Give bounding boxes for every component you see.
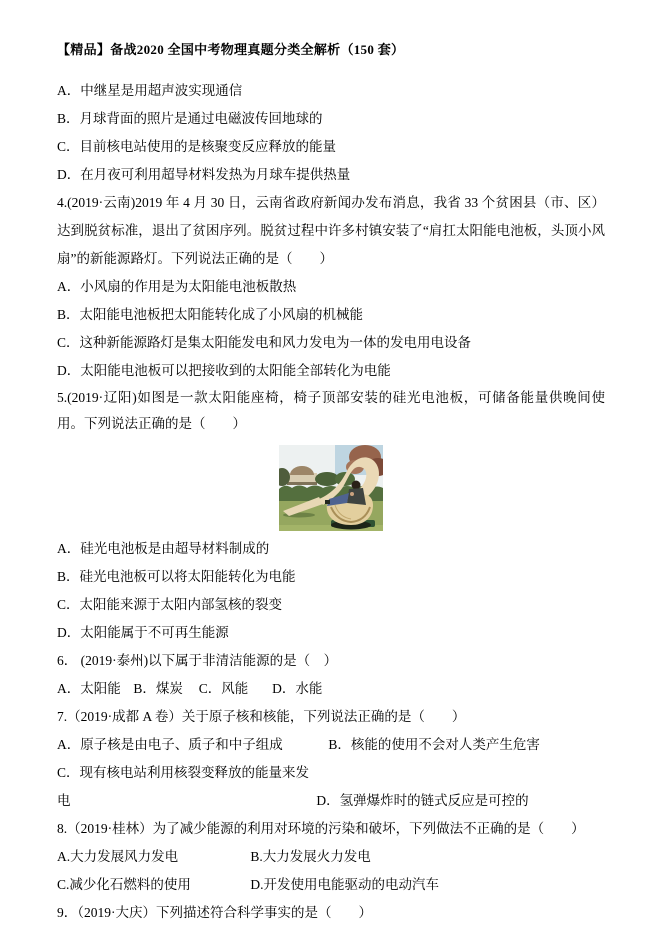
question7-options-row-1 [57, 731, 605, 759]
question8-options-row-2 [57, 871, 605, 899]
question7-option-a: A．原子核是由电子、质子和中子组成 [57, 737, 283, 752]
question3-option-b: B．月球背面的照片是通过电磁波传回地球的 [57, 111, 323, 126]
question6 [57, 647, 605, 703]
question8-option-a: A.大力发展风力发电 [57, 849, 179, 864]
question5-option-a: A．硅光电池板是由超导材料制成的 [57, 541, 270, 556]
question4-option-c: C．这种新能源路灯是集太阳能发电和风力发电为一体的发电用电设备 [57, 335, 472, 350]
question6-stem: 6． (2019·泰州)以下属于非清洁能源的是（ ） [57, 653, 338, 668]
question3-option-c: C．目前核电站使用的是核聚变反应释放的能量 [57, 139, 337, 154]
question5 [57, 385, 605, 647]
question6-option-b: B．煤炭 [133, 681, 183, 696]
question5-option-d: D．太阳能属于不可再生能源 [57, 625, 229, 640]
question8 [57, 815, 605, 899]
question6-options-row [57, 675, 605, 703]
solar-chair-photo [279, 445, 383, 531]
question8-option-b: B.大力发展火力发电 [250, 849, 371, 864]
question5-figure [279, 445, 383, 531]
question3-option-a: A．中继星是用超声波实现通信 [57, 83, 243, 98]
question8-option-d: D.开发使用电能驱动的电动汽车 [250, 877, 439, 892]
question4-stem: 4.(2019·云南)2019 年 4 月 30 日，云南省政府新闻办发布消息，我省 33 个贫困县（市、区）达到脱贫标准，退出了贫困序列。脱贫过程中许多村镇安装了“肩扛太阳能电池板，头顶小风扇”的新能源路灯。下列说法正确的是（ ） [57, 195, 605, 266]
question7 [57, 703, 605, 815]
document-content [57, 40, 605, 927]
question9 [57, 899, 605, 927]
question6-option-d: D．水能 [272, 681, 323, 696]
question5-option-c: C．太阳能来源于太阳内部氢核的裂变 [57, 597, 283, 612]
question3-options [57, 77, 605, 189]
question9-stem: 9．（2019·大庆）下列描述符合科学事实的是（ ） [57, 905, 372, 920]
question7-option-d: D．氢弹爆炸时的链式反应是可控的 [316, 793, 529, 808]
question7-stem: 7.（2019·成都 A 卷）关于原子核和核能，下列说法正确的是（ ） [57, 709, 466, 724]
question5-option-b: B．硅光电池板可以将太阳能转化为电能 [57, 569, 296, 584]
question7-options-row-2 [57, 759, 605, 815]
question6-option-c: C．风能 [198, 681, 249, 696]
question8-stem: 8.（2019·桂林）为了减少能源的利用对环境的污染和破坏，下列做法不正确的是（ ） [57, 821, 585, 836]
question4 [57, 189, 605, 385]
document-title: 【精品】备战2020 全国中考物理真题分类全解析（150 套） [57, 42, 405, 57]
question7-option-b: B．核能的使用不会对人类产生危害 [328, 737, 540, 752]
question4-option-d: D．太阳能电池板可以把接收到的太阳能全部转化为电能 [57, 363, 391, 378]
question5-stem: 5.(2019·辽阳)如图是一款太阳能座椅，椅子顶部安装的硅光电池板，可储备能量供晚间使用。下列说法正确的是（ ） [57, 390, 605, 431]
question4-option-a: A．小风扇的作用是为太阳能电池板散热 [57, 279, 297, 294]
question6-option-a: A．太阳能 [57, 681, 121, 696]
question3-option-d: D．在月夜可利用超导材料发热为月球车提供热量 [57, 167, 351, 182]
question7-option-c: C．现有核电站利用核裂变释放的能量来发电 [57, 765, 310, 808]
question8-options-row-1 [57, 843, 605, 871]
question4-option-b: B．太阳能电池板把太阳能转化成了小风扇的机械能 [57, 307, 364, 322]
question8-option-c: C.减少化石燃料的使用 [57, 877, 191, 892]
